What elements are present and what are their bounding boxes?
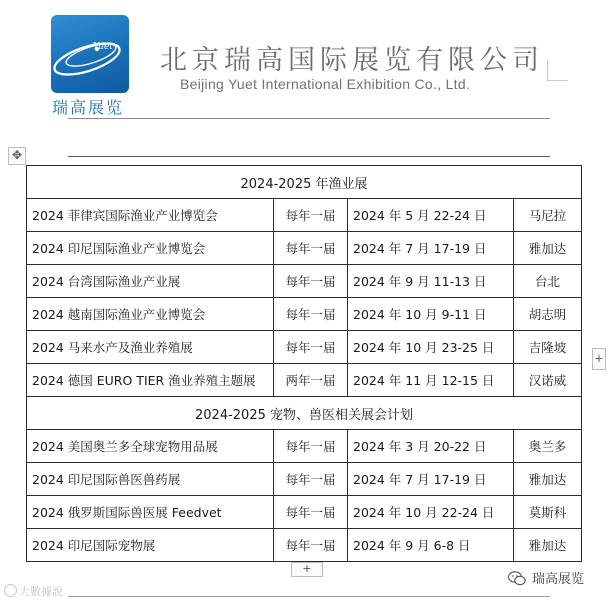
exhibition-name-cell: 2024 印尼国际宠物展: [27, 529, 274, 562]
city-cell: 雅加达: [514, 463, 582, 496]
plus-icon: +: [594, 352, 604, 365]
date-cell: 2024 年 5 月 22-24 日: [348, 199, 514, 232]
date-cell: 2024 年 3 月 20-22 日: [348, 430, 514, 463]
date-cell: 2024 年 9 月 6-8 日: [348, 529, 514, 562]
page-corner-mark: [547, 60, 568, 81]
city-cell: 胡志明: [514, 298, 582, 331]
date-cell: 2024 年 10 月 23-25 日: [348, 331, 514, 364]
watermark-right: [508, 568, 584, 587]
table-row: [27, 199, 582, 232]
city-cell: 奥兰多: [514, 430, 582, 463]
table-move-handle[interactable]: [8, 147, 26, 165]
frequency-cell: 每年一届: [274, 199, 348, 232]
frequency-cell: 每年一届: [274, 463, 348, 496]
date-cell: 2024 年 7 月 17-19 日: [348, 232, 514, 265]
frequency-cell: 每年一届: [274, 529, 348, 562]
table-row: [27, 331, 582, 364]
watermark-circle-icon: [4, 584, 17, 597]
table-row: [27, 430, 582, 463]
exhibition-name-cell: 2024 印尼国际兽医兽药展: [27, 463, 274, 496]
city-cell: 雅加达: [514, 529, 582, 562]
watermark-left-text: 大數據說: [19, 585, 63, 598]
wechat-icon: [508, 571, 526, 586]
exhibition-table: [26, 165, 582, 562]
watermark-right-text: 瑞高展览: [532, 572, 585, 587]
table-row: [27, 529, 582, 562]
add-row-button[interactable]: [291, 562, 323, 577]
table-top-divider: [68, 156, 550, 157]
frequency-cell: 每年一届: [274, 430, 348, 463]
frequency-cell: 每年一届: [274, 232, 348, 265]
date-cell: 2024 年 10 月 9-11 日: [348, 298, 514, 331]
logo-subtitle: 瑞高展览: [52, 98, 125, 117]
section-title-pet-vet: 2024-2025 宠物、兽医相关展会计划: [27, 397, 582, 430]
exhibition-name-cell: 2024 越南国际渔业产业博览会: [27, 298, 274, 331]
frequency-cell: 每年一届: [274, 298, 348, 331]
add-column-button[interactable]: [592, 348, 606, 370]
orbit-logo-icon: [51, 15, 129, 93]
frequency-cell: 每年一届: [274, 496, 348, 529]
date-cell: 2024 年 9 月 11-13 日: [348, 265, 514, 298]
section-header-row: [27, 397, 582, 430]
frequency-cell: 每年一届: [274, 331, 348, 364]
table-row: [27, 298, 582, 331]
move-icon: ✥: [11, 148, 23, 162]
plus-icon: +: [302, 562, 312, 575]
exhibition-name-cell: 2024 德国 EURO TIER 渔业养殖主题展: [27, 364, 274, 397]
footer-divider: [68, 596, 550, 597]
exhibition-name-cell: 2024 印尼国际渔业产业博览会: [27, 232, 274, 265]
watermark-left: [4, 583, 63, 599]
exhibition-name-cell: 2024 马来水产及渔业养殖展: [27, 331, 274, 364]
company-name-en: Beijing Yuet International Exhibition Co., Ltd.: [180, 76, 471, 92]
city-cell: 台北: [514, 265, 582, 298]
exhibition-name-cell: 2024 美国奥兰多全球宠物用品展: [27, 430, 274, 463]
logo-mark-text: Yuet: [93, 42, 113, 52]
city-cell: 吉隆坡: [514, 331, 582, 364]
section-header-row: [27, 166, 582, 199]
table-row: [27, 364, 582, 397]
table-row: [27, 463, 582, 496]
exhibition-name-cell: 2024 俄罗斯国际兽医展 Feedvet: [27, 496, 274, 529]
table-row: [27, 265, 582, 298]
table-row: [27, 496, 582, 529]
city-cell: 汉诺威: [514, 364, 582, 397]
date-cell: 2024 年 11 月 12-15 日: [348, 364, 514, 397]
frequency-cell: 两年一届: [274, 364, 348, 397]
company-name-cn: 北京瑞高国际展览有限公司: [160, 45, 544, 76]
exhibition-name-cell: 2024 菲律宾国际渔业产业博览会: [27, 199, 274, 232]
frequency-cell: 每年一届: [274, 265, 348, 298]
date-cell: 2024 年 10 月 22-24 日: [348, 496, 514, 529]
city-cell: 马尼拉: [514, 199, 582, 232]
exhibition-name-cell: 2024 台湾国际渔业产业展: [27, 265, 274, 298]
table-row: [27, 232, 582, 265]
company-logo: [51, 15, 129, 93]
city-cell: 莫斯科: [514, 496, 582, 529]
header-divider: [68, 118, 550, 119]
date-cell: 2024 年 7 月 17-19 日: [348, 463, 514, 496]
city-cell: 雅加达: [514, 232, 582, 265]
section-title-fishery: 2024-2025 年渔业展: [27, 166, 582, 199]
